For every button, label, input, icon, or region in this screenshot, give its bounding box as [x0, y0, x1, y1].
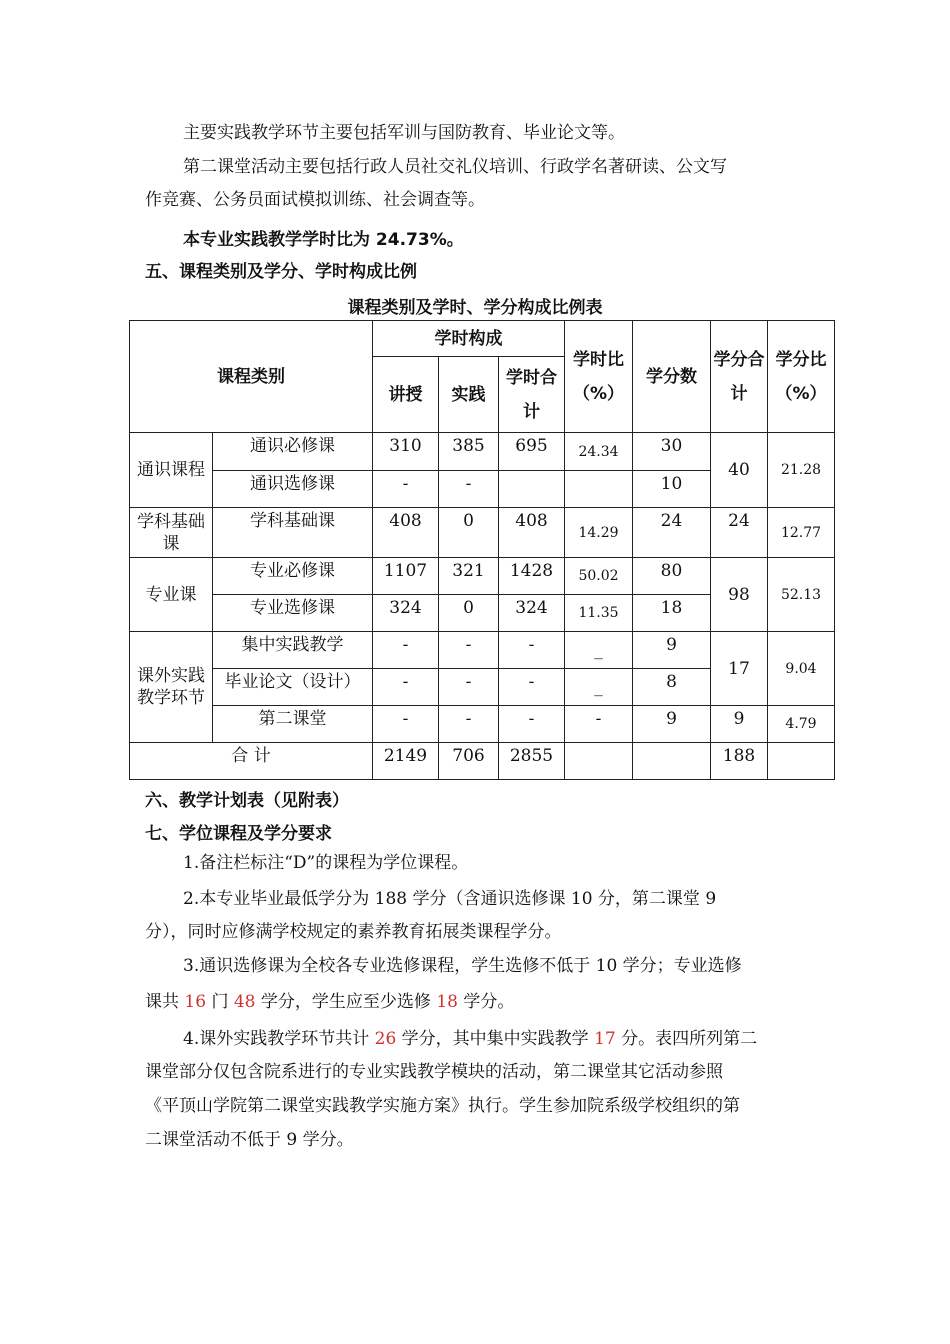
- practice-hours: -: [439, 669, 499, 706]
- total-practice: 706: [439, 743, 499, 780]
- text-fragment: 学分。: [457, 992, 515, 1012]
- practice-hours: -: [439, 706, 499, 743]
- credits: 8: [633, 669, 711, 706]
- lecture-hours: -: [373, 471, 439, 508]
- credits-ratio: 4.79: [768, 706, 835, 743]
- practice-hours: 0: [439, 508, 499, 558]
- text-fragment: 课共: [145, 992, 185, 1012]
- credits-total: 24: [711, 508, 768, 558]
- course-name: 通识必修课: [213, 433, 373, 471]
- hours-ratio: _: [565, 669, 633, 706]
- credits-ratio: 52.13: [768, 558, 835, 632]
- highlight-number: 16: [184, 992, 207, 1012]
- course-name: 学科基础课: [213, 508, 373, 558]
- table-row: [130, 632, 835, 669]
- lecture-hours: 324: [373, 595, 439, 632]
- highlight-number: 26: [374, 1029, 397, 1049]
- section-6-heading: 六、教学计划表（见附表）: [145, 791, 349, 811]
- table-row: [130, 558, 835, 595]
- credits-total: 98: [711, 558, 768, 632]
- lecture-hours: 1107: [373, 558, 439, 595]
- course-name: 第二课堂: [213, 706, 373, 743]
- section-5-heading: 五、课程类别及学分、学时构成比例: [145, 262, 417, 282]
- total-hours: -: [499, 706, 565, 743]
- highlight-number: 18: [436, 992, 458, 1012]
- total-credits: [633, 743, 711, 780]
- total-lecture: 2149: [373, 743, 439, 780]
- total-hours: -: [499, 669, 565, 706]
- para-2-line-2: 作竞赛、公务员面试模拟训练、社会调查等。: [145, 190, 485, 210]
- hours-ratio: _: [565, 632, 633, 669]
- lecture-hours: 408: [373, 508, 439, 558]
- section-7-heading: 七、学位课程及学分要求: [145, 824, 332, 844]
- text-fragment: 4.课外实践教学环节共计: [183, 1029, 375, 1049]
- hours-ratio: 50.02: [565, 558, 633, 595]
- course-name: 集中实践教学: [213, 632, 373, 669]
- credits-total: 17: [711, 632, 768, 706]
- highlight-number: 48: [233, 992, 256, 1012]
- practice-hours: 0: [439, 595, 499, 632]
- total-hours: 695: [499, 433, 565, 471]
- course-name: 毕业论文（设计）: [213, 669, 373, 706]
- table-total-row: [130, 743, 835, 780]
- text-fragment: 门: [206, 992, 234, 1012]
- text-fragment: 学分，学生应至少选修: [255, 992, 437, 1012]
- hours-ratio: [565, 471, 633, 508]
- hours-ratio: 24.34: [565, 433, 633, 471]
- total-hours: 1428: [499, 558, 565, 595]
- table-row: [130, 433, 835, 471]
- credits: 10: [633, 471, 711, 508]
- credits: 24: [633, 508, 711, 558]
- item-2-line-1: 2.本专业毕业最低学分为 188 学分（含通识选修课 10 分，第二课堂 9: [183, 889, 717, 909]
- total-hours: -: [499, 632, 565, 669]
- credits: 18: [633, 595, 711, 632]
- table-row: [130, 706, 835, 743]
- para-2-line-1: 第二课堂活动主要包括行政人员社交礼仪培训、行政学名著研读、公文写: [183, 157, 727, 177]
- hours-ratio: 14.29: [565, 508, 633, 558]
- item-3-line-1: 3.通识选修课为全校各专业选修课程，学生选修不低于 10 学分；专业选修: [183, 956, 742, 976]
- credits: 80: [633, 558, 711, 595]
- header-category: 课程类别: [130, 321, 373, 433]
- lecture-hours: -: [373, 632, 439, 669]
- credit-hours-table: [129, 320, 835, 780]
- credits: 30: [633, 433, 711, 471]
- credits-ratio: 9.04: [768, 632, 835, 706]
- credits-total: 40: [711, 433, 768, 508]
- total-credits-total: 188: [711, 743, 768, 780]
- header-credits-total: 学分合计: [711, 321, 768, 433]
- practice-hours: 385: [439, 433, 499, 471]
- header-hours-ratio: 学时比（%）: [565, 321, 633, 433]
- total-hours-ratio: [565, 743, 633, 780]
- header-hours-total: 学时合计: [499, 357, 565, 433]
- course-name: 专业必修课: [213, 558, 373, 595]
- item-2-line-2: 分），同时应修满学校规定的素养教育拓展类课程学分。: [145, 922, 562, 942]
- highlight-number: 17: [594, 1029, 616, 1049]
- group-label: 通识课程: [130, 433, 213, 508]
- group-label: 学科基础课: [130, 508, 213, 558]
- practice-hours: -: [439, 632, 499, 669]
- credits-ratio: 12.77: [768, 508, 835, 558]
- credits: 9: [633, 706, 711, 743]
- text-fragment: 学分，其中集中实践教学: [396, 1029, 595, 1049]
- table-row: [130, 508, 835, 558]
- header-credits: 学分数: [633, 321, 711, 433]
- header-credits-ratio: 学分比（%）: [768, 321, 835, 433]
- lecture-hours: 310: [373, 433, 439, 471]
- group-label: 课外实践教学环节: [130, 632, 213, 743]
- credits: 9: [633, 632, 711, 669]
- practice-hours: 321: [439, 558, 499, 595]
- item-1: 1.备注栏标注“D”的课程为学位课程。: [183, 853, 469, 873]
- total-hours: 2855: [499, 743, 565, 780]
- hours-ratio: 11.35: [565, 595, 633, 632]
- course-name: 通识选修课: [213, 471, 373, 508]
- total-hours: 408: [499, 508, 565, 558]
- credits-ratio: 21.28: [768, 433, 835, 508]
- header-practice: 实践: [439, 357, 499, 433]
- item-4-line-3: 《平顶山学院第二课堂实践教学实施方案》执行。学生参加院系级学校组织的第: [145, 1096, 740, 1116]
- practice-hours: -: [439, 471, 499, 508]
- header-lecture: 讲授: [373, 357, 439, 433]
- credits-total: 9: [711, 706, 768, 743]
- practice-ratio-statement: 本专业实践教学学时比为 24.73%。: [183, 230, 464, 250]
- total-label: 合 计: [130, 743, 373, 780]
- total-hours: [499, 471, 565, 508]
- total-hours: 324: [499, 595, 565, 632]
- total-credits-ratio: [768, 743, 835, 780]
- group-label: 专业课: [130, 558, 213, 632]
- header-hours-group: 学时构成: [373, 321, 565, 357]
- lecture-hours: -: [373, 706, 439, 743]
- text-fragment: 分。表四所列第二: [615, 1029, 758, 1049]
- course-name: 专业选修课: [213, 595, 373, 632]
- para-1: 主要实践教学环节主要包括军训与国防教育、毕业论文等。: [183, 123, 625, 143]
- lecture-hours: -: [373, 669, 439, 706]
- item-4-line-1: [183, 1027, 757, 1051]
- item-3-line-2: [145, 990, 514, 1014]
- table-caption: 课程类别及学时、学分构成比例表: [347, 298, 603, 318]
- item-4-line-4: 二课堂活动不低于 9 学分。: [145, 1130, 354, 1150]
- item-4-line-2: 课堂部分仅包含院系进行的专业实践教学模块的活动，第二课堂其它活动参照: [145, 1062, 723, 1082]
- hours-ratio: -: [565, 706, 633, 743]
